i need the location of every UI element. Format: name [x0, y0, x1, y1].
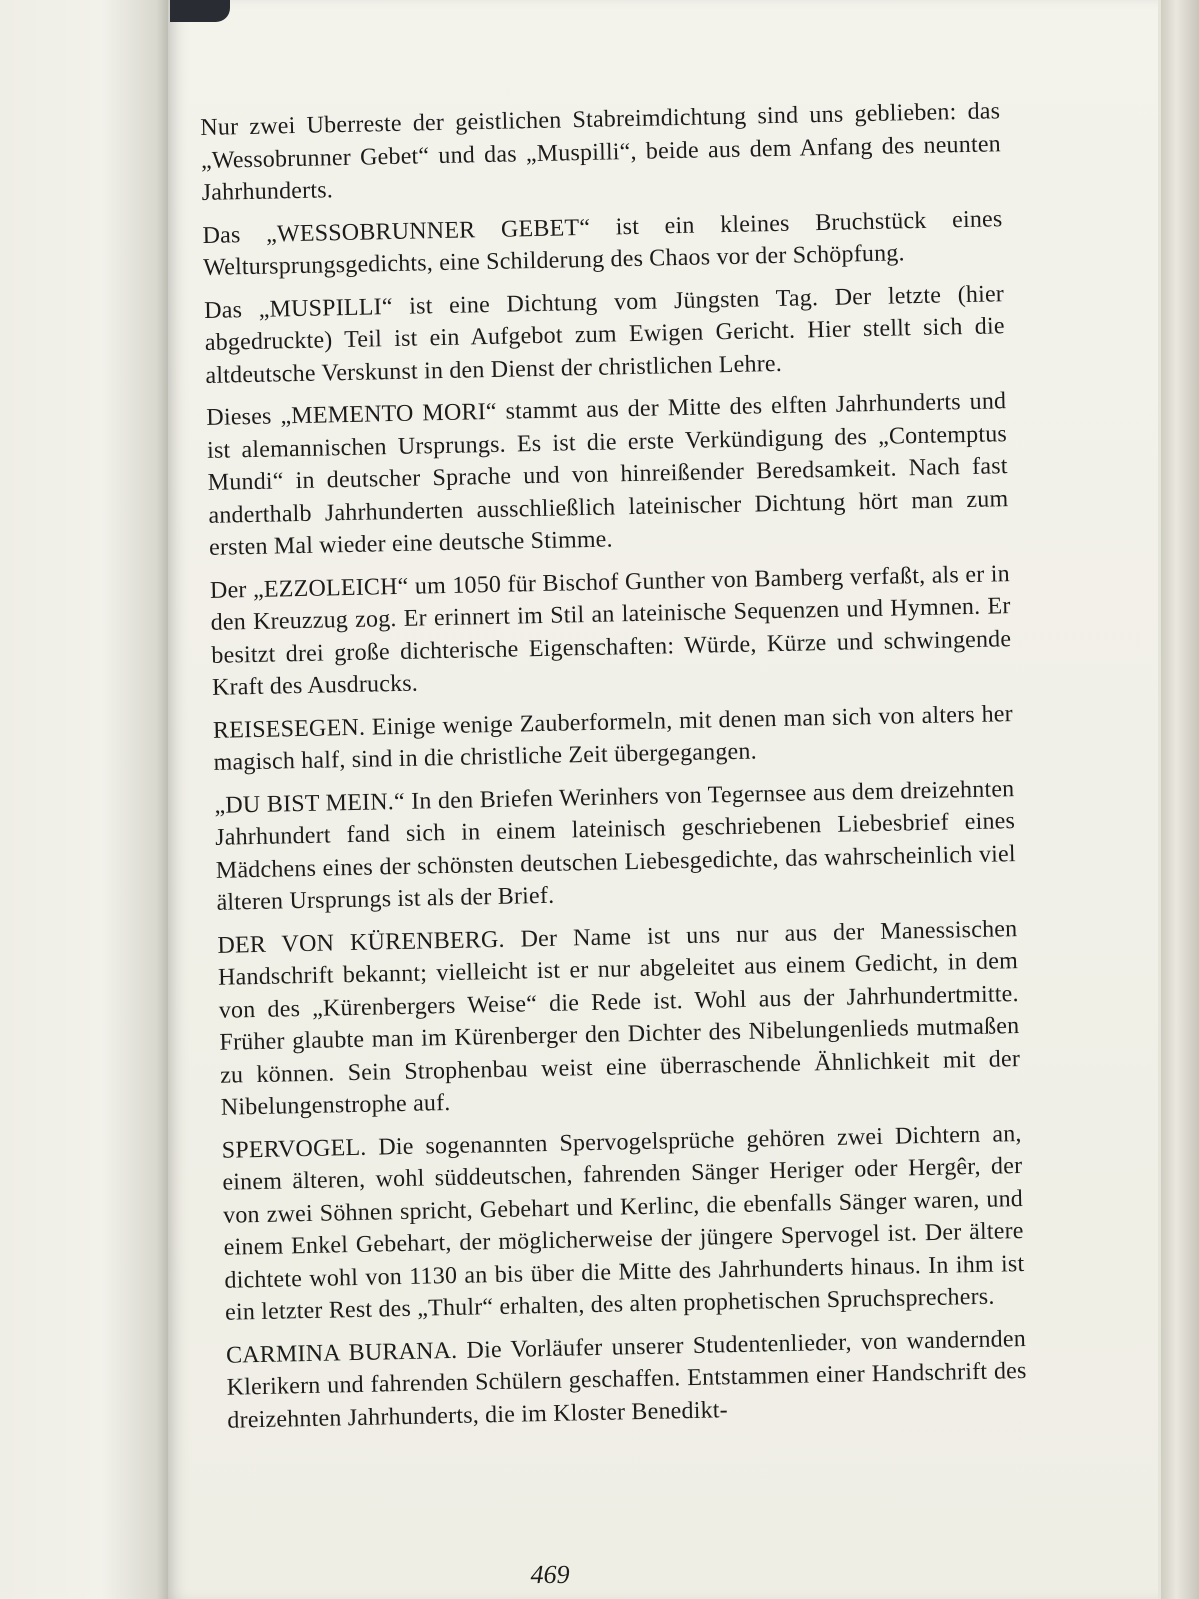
paragraph-intro: Nur zwei Uberreste der geistlichen Stabreimdichtung sind uns geblieben: das „Wessobrunner Gebet“ und das „Muspilli“, beide aus dem Anfang des neunten Jahrhunderts. — [200, 98, 1002, 206]
left-page — [0, 0, 170, 1599]
page-stack-edge — [1161, 0, 1199, 1599]
paragraph-ezzoleich: Der „EZZOLEICH“ um 1050 für Bischof Gunther von Bamberg verfaßt, als er in den Kreuzzug zog. Er erinnert im Stil an lateinische Sequenzen und Hymnen. Er besitzt drei große dichterische Eigenschaften: Würde, Kürze und schwingende Kraft des Ausdrucks. — [209, 560, 1012, 701]
paragraph-kuerenberg: DER VON KÜRENBERG. Der Name ist uns nur aus der Manessischen Handschrift bekannt; vielleicht ist er nur abgeleitet aus einem Gedicht, in dem von des „Kürenbergers Weise“ die Rede ist. Wohl aus der Jahrhundertmitte. Früher glaubte man im Kürenberger den Dichter des Nibelungenlieds mutmaßen zu können. Sein Strophenbau weist eine überraschende Ähnlichkeit mit der Nibelungenstrophe auf. — [217, 915, 1021, 1121]
page-text — [200, 95, 1028, 1446]
paragraph-du-bist-mein: „DU BIST MEIN.“ In den Briefen Werinhers von Tegernsee aus dem dreizehnten Jahrhundert fand sich in einem lateinisch geschriebenen Liebesbrief eines Mädchens eines der schönsten deutschen Liebesgedichte, das wahrscheinlich viel älteren Ursprungs ist als der Brief. — [214, 775, 1016, 916]
paragraph-carmina-burana: CARMINA BURANA. Die Vorläufer unserer Studentenlieder, von wandernden Klerikern und fahrenden Schülern geschaffen. Entstammen einer Handschrift des dreizehnten Jahrhunderts, die im Kloster Benedikt- — [225, 1325, 1027, 1434]
paragraph-spervogel: SPERVOGEL. Die sogenannten Spervogelsprüche gehören zwei Dichtern an, einem älteren, wohl süddeutschen, fahrenden Sänger Heriger oder Hergêr, der von zwei Söhnen spricht, Gebehart und Kerlinc, die ebenfalls Sänger waren, und einem Enkel Gebehart, der möglicherweise der jüngere Spervogel ist. Der ältere dichtete wohl von 1130 an bis über die Mitte des Jahrhunderts hinaus. In ihm ist ein letzter Rest des „Thulr“ erhalten, des alten prophetischen Spruchsprechers. — [221, 1120, 1025, 1326]
paragraph-memento-mori: Dieses „MEMENTO MORI“ stammt aus der Mitte des elften Jahrhunderts und ist alemannischen Ursprungs. Es ist die erste Verkündigung des „Contemptus Mundi“ in deutscher Sprache und von hinreißender Beredsamkeit. Nach fast anderthalb Jahrhunderten ausschließlich lateinischer Dichtung hört man zum ersten Mal wieder eine deutsche Stimme. — [206, 388, 1009, 561]
paragraph-wessobrunner: Das „WESSOBRUNNER GEBET“ ist ein kleines Bruchstück eines Weltursprungsgedichts, eine Schilderung des Chaos vor der Schöpfung. — [202, 205, 1003, 281]
paragraph-reisesegen: REISESEGEN. Einige wenige Zauberformeln, mit denen man sich von alters her magisch half, sind in die christliche Zeit übergegangen. — [212, 700, 1014, 776]
book-cover-edge — [170, 0, 230, 22]
page-number: 469 — [530, 1559, 570, 1590]
paragraph-muspilli: Das „MUSPILLI“ ist eine Dichtung vom Jüngsten Tag. Der letzte (hier abgedruckte) Teil ist ein Aufgebot zum Ewigen Gericht. Hier stellt sich die altdeutsche Verskunst in den Dienst der christlichen Lehre. — [203, 280, 1005, 389]
